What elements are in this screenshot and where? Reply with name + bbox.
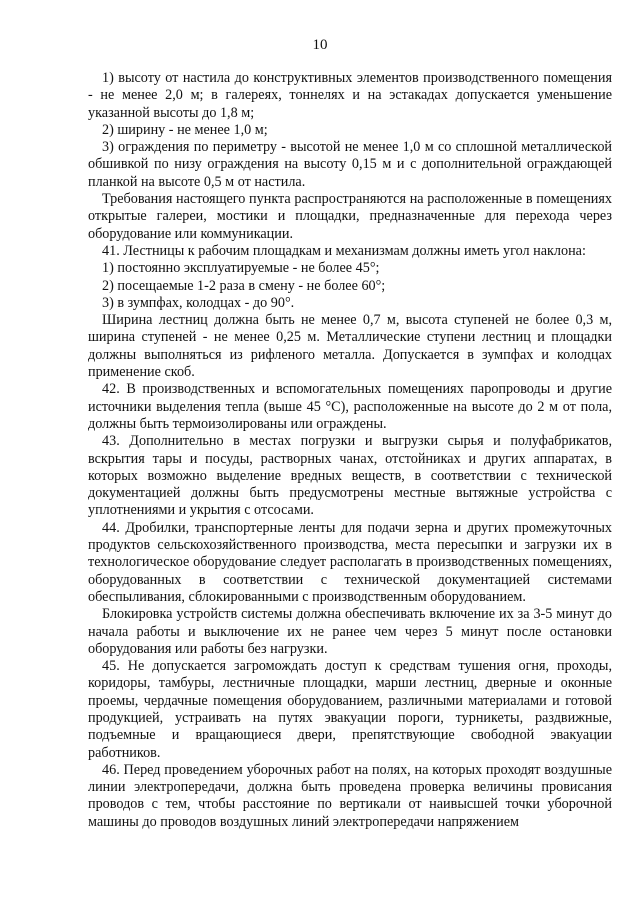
paragraph: 46. Перед проведением уборочных работ на полях, на которых проходят воздушные линии электропередачи, должна быть проведена проверка величины провисания проводов с тем, чтобы расстояние по вертикали от наивысшей точки уборочной машины до проводов воздушных линий электропередачи напряжением [88,761,612,830]
paragraph: 3) в зумпфах, колодцах - до 90°. [102,294,295,311]
paragraph: 44. Дробилки, транспортерные ленты для подачи зерна и других промежуточных продуктов сельскохозяйственного производства, места пересыпки и загрузки их в технологическое оборудование следует располагать в производственных помещениях, оборудованных в соответствии с технической документацией системами обеспыливания, сблокированными с производственным оборудованием. [88,519,612,605]
paragraph: Ширина лестниц должна быть не менее 0,7 м, высота ступеней не более 0,3 м, ширина ступеней - не менее 0,25 м. Металлические ступени лестниц и площадки должны выполняться из рифленого металла. Допускается в зумпфах и колодцах применение скоб. [88,312,612,381]
paragraph: Блокировка устройств системы должна обеспечивать включение их за 3-5 минут до начала работы и выключение их не ранее чем через 5 минут после остановки оборудования или работы без нагрузки. [88,606,612,657]
paragraph: 41. Лестницы к рабочим площадкам и механизмам должны иметь угол наклона: [102,242,586,259]
page-number: 10 [312,37,328,53]
paragraph: 2) посещаемые 1-2 раза в смену - не более 60°; [102,277,386,294]
paragraph: 42. В производственных и вспомогательных помещениях паропроводы и другие источники выделения тепла (выше 45 °С), расположенные на высоте до 2 м от пола, должны быть термоизолированы или ограждены. [88,381,612,432]
paragraph: 1) высоту от настила до конструктивных элементов производственного помещения - не менее 2,0 м; в галереях, тоннелях и на эстакадах допускается уменьшение указанной высоты до 1,8 м; [88,70,612,121]
paragraph: 3) ограждения по периметру - высотой не менее 1,0 м со сплошной металлической обшивкой по низу ограждения на высоту 0,15 м и с дополнительной ограждающей планкой на высоте 0,5 м от настила. [88,139,612,190]
document-body [88,70,612,831]
paragraph: 43. Дополнительно в местах погрузки и выгрузки сырья и полуфабрикатов, вскрытия тары и посуды, растворных чанах, отстойниках и других аппаратах, в которых возможно выделение вредных веществ, в соответствии с технической документацией должны быть предусмотрены местные вытяжные устройства с уплотнениями и укрытия с отсосами. [88,433,612,519]
paragraph: 45. Не допускается загромождать доступ к средствам тушения огня, проходы, коридоры, тамбуры, лестничные площадки, марши лестниц, дверные и оконные проемы, чердачные помещения оборудованием, различными материалами и готовой продукцией, устраивать на путях эвакуации пороги, турникеты, раздвижные, подъемные и вращающиеся двери, препятствующие свободной эвакуации работников. [88,658,612,761]
paragraph: Требования настоящего пункта распространяются на расположенные в помещениях открытые галереи, мостики и площадки, предназначенные для перехода через оборудование или коммуникации. [88,191,612,242]
paragraph: 2) ширину - не менее 1,0 м; [102,121,268,138]
paragraph: 1) постоянно эксплуатируемые - не более 45°; [102,260,380,277]
